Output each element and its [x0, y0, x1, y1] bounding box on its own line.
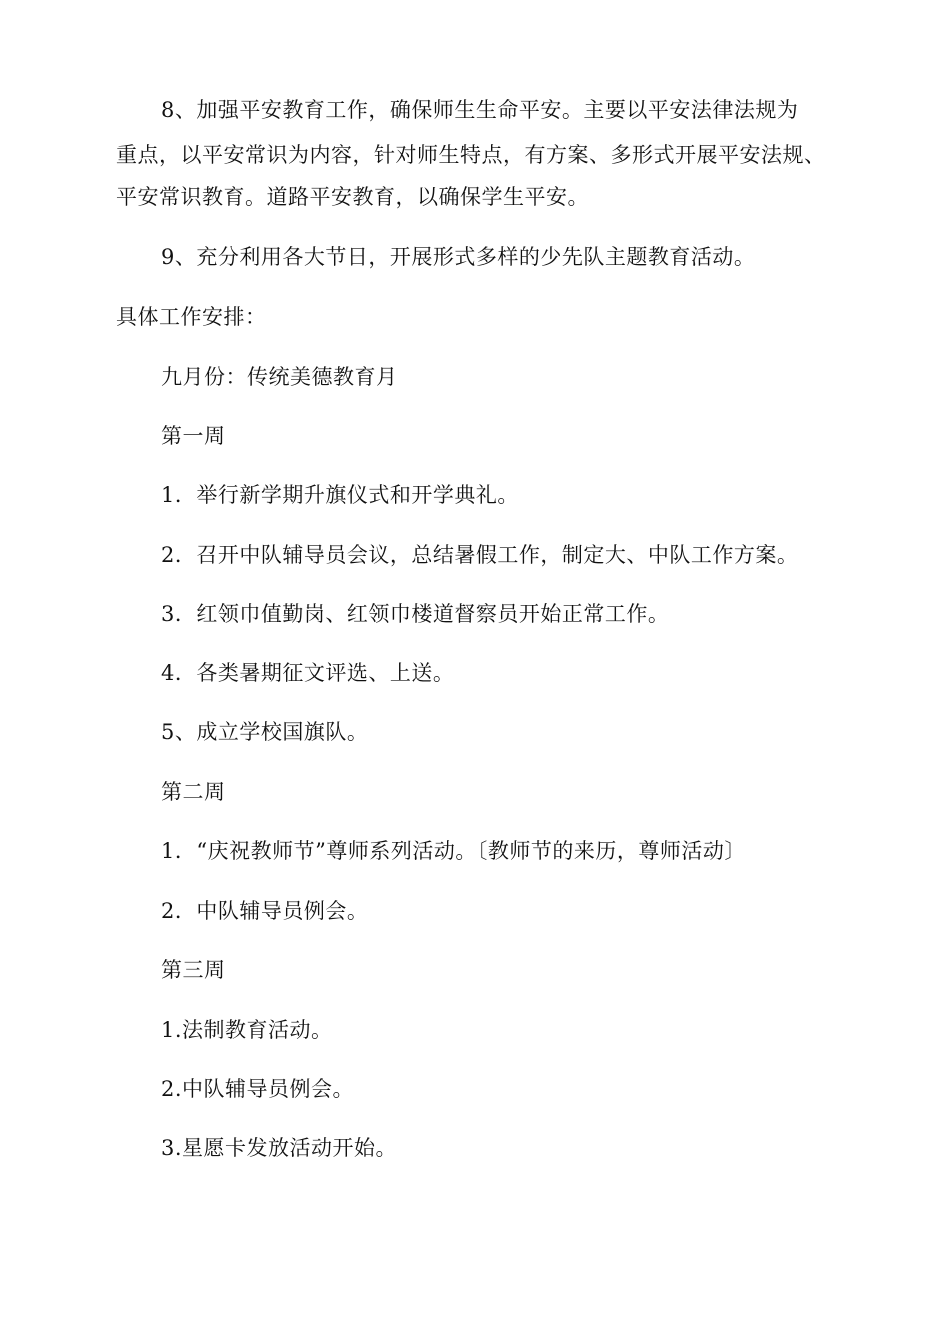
paragraph-8-line-2: 重点，以平安常识为内容，针对师生特点，有方案、多形式开展平安法规、: [116, 143, 826, 167]
week-1-item-4: 4．各类暑期征文评选、上送。: [161, 661, 455, 685]
paragraph-9: 9、充分利用各大节日，开展形式多样的少先队主题教育活动。: [161, 245, 756, 269]
week-2-item-2: 2．中队辅导员例会。: [161, 899, 369, 923]
week-3-item-3: 3.星愿卡发放活动开始。: [161, 1136, 398, 1160]
week-1-item-5: 5、成立学校国旗队。: [161, 720, 369, 744]
week-3-item-2: 2.中队辅导员例会。: [161, 1077, 355, 1101]
week-1-item-3: 3．红领巾值勤岗、红领巾楼道督察员开始正常工作。: [161, 602, 670, 626]
paragraph-8-line-1: 8、加强平安教育工作，确保师生生命平安。主要以平安法律法规为: [161, 98, 799, 122]
week-1-item-1: 1．举行新学期升旗仪式和开学典礼。: [161, 483, 519, 507]
week-1-item-2: 2．召开中队辅导员会议，总结暑假工作，制定大、中队工作方案。: [161, 543, 799, 567]
schedule-heading: 具体工作安排：: [116, 305, 267, 329]
week-3-item-1: 1.法制教育活动。: [161, 1018, 333, 1042]
week-2-item-1: 1．“庆祝教师节”尊师系列活动。〔教师节的来历，尊师活动〕: [161, 839, 746, 863]
paragraph-8-line-3: 平安常识教育。道路平安教育，以确保学生平安。: [116, 185, 589, 209]
week-1-title: 第一周: [161, 424, 226, 448]
month-heading: 九月份：传统美德教育月: [161, 365, 398, 389]
week-2-title: 第二周: [161, 780, 226, 804]
week-3-title: 第三周: [161, 958, 226, 982]
